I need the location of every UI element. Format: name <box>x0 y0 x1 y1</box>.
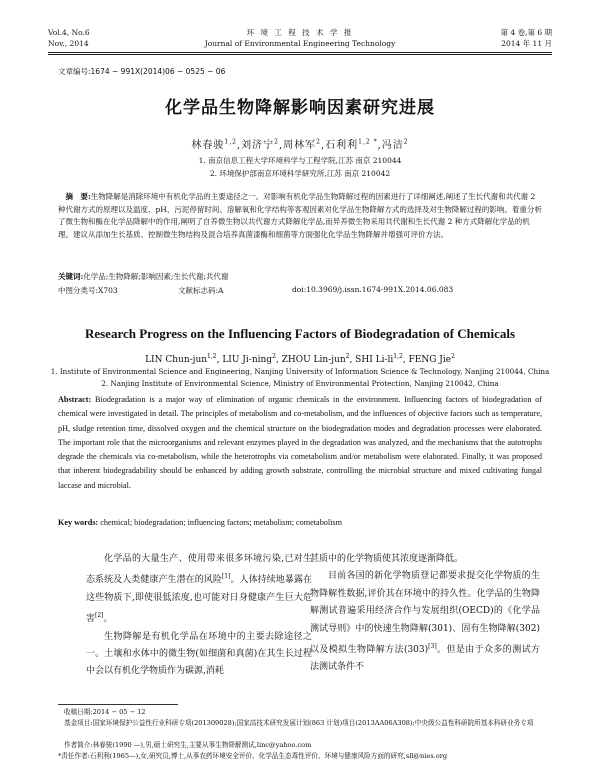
keywords-en-label: Key words: <box>58 518 99 527</box>
header-right <box>501 27 552 49</box>
document-code: 文献标志码:A <box>178 286 224 295</box>
date-en: Nov., 2014 <box>48 39 89 48</box>
body-paragraph: 化学品的大量生产、使用带来很多环境污染,已对生态系统及人类健康产生潜在的风险[1]。人体持续地暴露在这些物质下,即使很低浓度,也可能对日身健康产生巨大危害[2]。 <box>86 554 312 625</box>
keywords-en <box>58 518 542 527</box>
author-en-4: , SHI Li-li <box>349 355 394 365</box>
citation-ref: [1] <box>221 573 231 581</box>
title-en: Research Progress on the Influencing Factors of Biodegradation of Chemicals <box>84 326 516 341</box>
header-rule-bottom <box>48 54 552 55</box>
article-number: 文章编号:1674 − 991X(2014)06 − 0525 − 06 <box>58 67 226 76</box>
abstract-en-text: Biodegradation is a major way of elimination of organic chemicals in the environment. Influencing factors of biodegradation of chemical were investigated in detail. The principles of metabolism and co-metabolism, and the influences of objective factors such as temperature, pH, sludge retention time, dissolved oxygen and the chemical structure on the biodegradation modes and degradation processes were elaborated. The important role that the microorganisms and relevant enzymes played in the degradation was analyzed, and the mechanisms that the autotrophs degrade the chemicals via co-metabolism, while the heterotrophs via cometabolism and/or metabolism were elaborated. Finally, it was proposed that inherent biodegradability should be enhanced by adding growth substrate, controlling the microbial structure and mixed cultivating fungal laccase and microbial. <box>58 395 543 490</box>
keywords-cn <box>58 271 542 284</box>
classification-row <box>58 285 542 297</box>
author-en-1-sup: 1,2 <box>207 353 217 360</box>
author-5: ,冯洁 <box>377 140 404 151</box>
author-5-sup: 2 <box>403 138 409 146</box>
author-1: 林春骏 <box>191 140 225 151</box>
abstract-cn-label: 摘 要: <box>65 192 91 201</box>
authors-cn <box>0 136 600 151</box>
author-2-sup: 2 <box>274 138 279 146</box>
author-4: ,石利利 <box>320 140 359 151</box>
header-rule-top <box>48 52 552 53</box>
title-cn: 化学品生物降解影响因素研究进展 <box>165 98 435 118</box>
footnote-received: 收稿日期:2014 − 05 − 12 <box>64 708 146 716</box>
affiliation-cn-2: 2. 环境保护部南京环境科学研究所,江苏 南京 210042 <box>209 169 391 178</box>
running-header <box>48 27 552 51</box>
footnote-rule <box>58 704 178 705</box>
citation-ref: [2] <box>95 612 104 620</box>
doi: doi:10.3969/j.issn.1674-991X.2014.06.083 <box>292 285 454 294</box>
footnote-funding: 基金项目:国家环境保护公益性行业科研专项(201309028);国家高技术研究发展计划(863 计划)项目(2013AA06A308);中央级公益性科研院所基本科研业务专项 <box>64 719 534 727</box>
author-4-sup: 1,2 * <box>358 138 378 146</box>
author-3-sup: 2 <box>316 138 321 146</box>
footnote-author-bio: 作者简介:林春骏(1990 —),男,硕士研究生,主要从事生物降解测试,linc@yahoo.com <box>64 741 312 749</box>
author-en-3: , ZHOU Lin-jun <box>275 355 346 365</box>
body-paragraph: 目前各国的新化学物质登记都要求提交化学物质的生物降解性数据,评价其在环境中的持久性。化学品的生物降解测试普遍采用经济合作与发展组织(OECD)的《化学品测试导则》中的快速生物降解(301)、固有生物降解(302)以及模拟生物降解方法(303)[3]。但是由于众多的测试方法测试条件不 <box>310 571 540 673</box>
volume-en: Vol.4, No.6 <box>48 28 90 37</box>
body-paragraph: 甚质中的化学物质使其浓度逐渐降低。 <box>310 554 464 564</box>
author-en-4-sup: 1,2 <box>393 353 403 360</box>
author-en-1: LIN Chun-jun <box>145 355 208 365</box>
header-center <box>48 27 552 49</box>
author-en-2-sup: 2 <box>272 353 276 360</box>
journal-name-cn: 环 境 工 程 技 术 学 报 <box>246 28 354 37</box>
keywords-cn-text: 化学品;生物降解;影响因素;生长代谢;共代谢 <box>83 272 229 281</box>
author-en-2: , LIU Ji-ning <box>216 355 273 365</box>
author-en-3-sup: 2 <box>345 353 350 360</box>
author-en-5-sup: 2 <box>451 353 455 360</box>
body-column-left <box>86 551 312 681</box>
author-2: ,刘济宁 <box>236 140 275 151</box>
affiliation-cn-1: 1. 南京信息工程大学环境科学与工程学院,江苏 南京 210044 <box>198 156 402 165</box>
footnote-corresponding: *责任作者:石利利(1965—),女,研究员,博士,从事农药环境安全评价、化学品生态毒性评价、环境与健康风险方面的研究,sll@nies.org <box>58 752 448 760</box>
affiliation-en-1: 1. Institute of Environmental Science and Engineering, Nanjing University of Information Science & Technology, Nanjing 210044, China <box>50 367 550 376</box>
affiliation-en-2: 2. Nanjing Institute of Environmental Science, Ministry of Environmental Protection, Nanjing 210042, China <box>101 379 499 388</box>
keywords-en-text: chemical; biodegradation; influencing factors; metabolism; cometabolism <box>100 518 342 527</box>
abstract-cn-text: 生物降解是消除环境中有机化学品的主要途径之一。对影响有机化学品生物降解过程的因素进行了详细阐述,阐述了生长代谢和共代谢 2 种代谢方式的原理以及温度、pH、污泥停留时间、溶解氧和化学结构等客观因素对化学品生物降解方式的选择及对生物降解过程的影响。着重分析了微生物和酶在化学品降解中的作用,阐明了自养微生物以共代谢方式降解化学品,而异养微生物采用共代谢和生长代谢 2 种方式降解化学品的机理。建议从添加生长基质、控制微生物结构及混合培养真菌漆酶和细菌等方面强化化学品生物降解并增强可评价方法。 <box>58 192 542 239</box>
keywords-cn-label: 关键词: <box>58 272 84 281</box>
volume-cn: 第 4 卷,第 6 期 <box>500 28 552 37</box>
abstract-en-label: Abstract: <box>58 395 92 404</box>
author-en-5: , FENG Jie <box>402 355 452 365</box>
clc-number: 中图分类号:X703 <box>58 286 118 295</box>
body-column-right <box>310 551 540 677</box>
abstract-cn <box>58 191 542 241</box>
author-3: ,周林军 <box>278 140 317 151</box>
body-paragraph: 生物降解是有机化学品在环境中的主要去除途径之一。土壤和水体中的微生物(如细菌和真菌)在其生长过程中会以有机化学物质作为碳源,消耗 <box>86 631 312 677</box>
authors-en <box>0 353 600 365</box>
citation-ref: [3] <box>428 643 437 651</box>
author-1-sup: 1,2 <box>224 138 237 146</box>
abstract-en <box>58 393 542 493</box>
journal-name-en: Journal of Environmental Engineering Technology <box>204 39 396 48</box>
date-cn: 2014 年 11 月 <box>501 39 552 48</box>
